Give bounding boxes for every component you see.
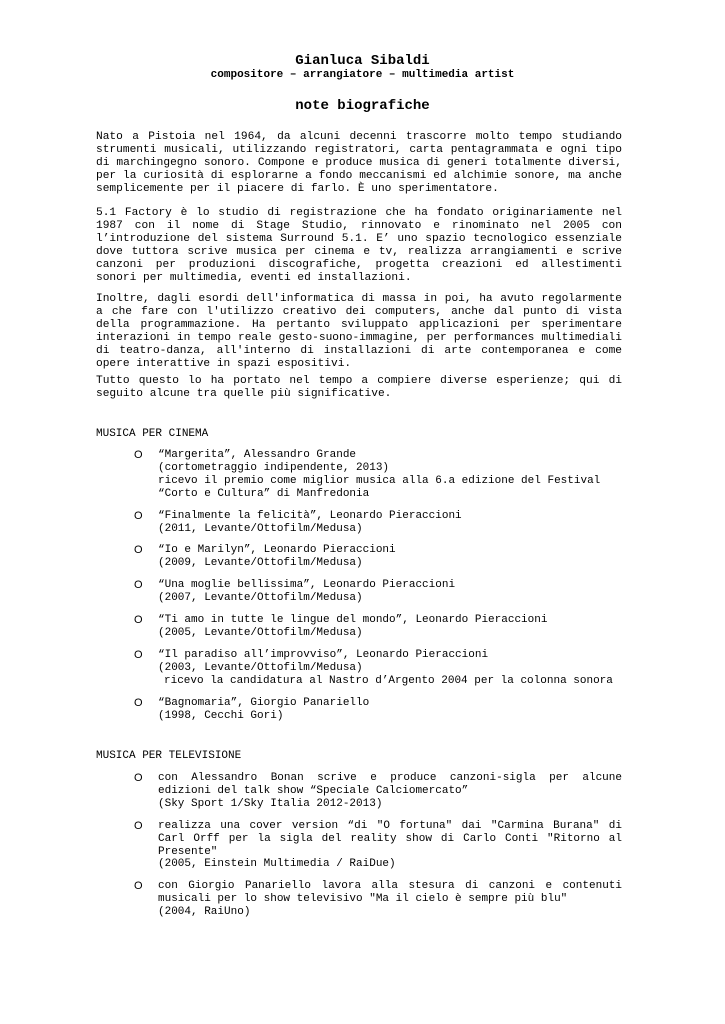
- bullet-icon: O: [134, 772, 143, 784]
- item-description: realizza una cover version “di "O fortuna" dai "Carmina Burana" di Carl Orff per la sigla del reality show di Carlo Conti "Ritorno al Presente": [158, 819, 622, 858]
- item-note: ricevo la candidatura al Nastro d’Argento 2004 per la colonna sonora: [164, 674, 613, 687]
- bullet-icon: O: [134, 614, 143, 627]
- item-credit: (2003, Levante/Ottofilm/Medusa): [158, 661, 363, 674]
- item-description: con Alessandro Bonan scrive e produce canzoni-sigla per alcune edizioni del talk show “Speciale Calciomercato”: [158, 772, 622, 797]
- item-title: “Il paradiso all’improvviso”, Leonardo Pieraccioni: [158, 648, 489, 661]
- list-item: [96, 614, 622, 640]
- item-credit: (2004, RaiUno): [158, 906, 251, 919]
- item-credit: (2005, Einstein Multimedia / RaiDue): [158, 858, 396, 871]
- bio-paragraph-2: 5.1 Factory è lo studio di registrazione che ha fondato originariamente nel 1987 con il nome di Stage Studio, rinnovato e rinominato nel 2005 con l’introduzione del sistema Surround 5.1. E’ uno spazio tecnologico essenziale dove tuttora scrive musica per cinema e tv, realizza arrangiamenti e scrive canzoni per produzioni discografiche, progetta creazioni ed allestimenti sonori per multimedia, eventi ed installazioni.: [96, 207, 622, 284]
- item-title: “Una moglie bellissima”, Leonardo Pieraccioni: [158, 579, 456, 592]
- cinema-list: [96, 449, 622, 731]
- item-credit: (2011, Levante/Ottofilm/Medusa): [158, 522, 363, 535]
- list-item: [96, 820, 622, 872]
- section-heading: note biografiche: [295, 98, 430, 114]
- cinema-section-title: MUSICA PER CINEMA: [96, 428, 209, 440]
- list-item: [96, 510, 622, 536]
- item-title: “Finalmente la felicità”, Leonardo Pieraccioni: [158, 509, 462, 522]
- list-item: [96, 449, 622, 501]
- bullet-icon: O: [134, 696, 143, 709]
- bullet-icon: O: [134, 509, 143, 522]
- list-item: [96, 544, 622, 570]
- item-credit: (cortometraggio indipendente, 2013): [158, 461, 390, 474]
- item-title: “Margerita”, Alessandro Grande: [158, 449, 357, 461]
- bullet-icon: O: [134, 579, 143, 592]
- item-description: con Giorgio Panariello lavora alla stesura di canzoni e contenuti musicali per lo show televisivo "Ma il cielo è sempre più blu": [158, 880, 622, 906]
- bullet-icon: O: [134, 449, 143, 461]
- list-item: [96, 697, 622, 723]
- item-title: “Io e Marilyn”, Leonardo Pieraccioni: [158, 544, 396, 557]
- item-note: ricevo il premio come miglior musica alla 6.a edizione del Festival: [158, 474, 601, 487]
- bullet-icon: O: [134, 880, 143, 893]
- item-title: “Bagnomaria”, Giorgio Panariello: [158, 696, 370, 709]
- television-section-title: MUSICA PER TELEVISIONE: [96, 750, 242, 762]
- bullet-icon: O: [134, 544, 143, 557]
- bullet-icon: O: [134, 819, 143, 832]
- list-item: [96, 772, 622, 811]
- author-roles: compositore – arrangiatore – multimedia artist: [210, 69, 515, 81]
- bio-paragraph-3: Inoltre, dagli esordi dell'informatica di massa in poi, ha avuto regolarmente a che fare con l'utilizzo creativo dei computers, anche dal punto di vista della programmazione. Ha pertanto sviluppato applicazioni per sperimentare interazioni in tempo reale gesto-suono-immagine, per performances multimediali di teatro-danza, all'interno di installazioni di arte contemporanea e come opere interattive in spazi espositivi.: [96, 293, 622, 370]
- list-item: [96, 880, 622, 919]
- author-name: Gianluca Sibaldi: [295, 53, 430, 69]
- television-list: [96, 772, 622, 928]
- bio-paragraph-1: Nato a Pistoia nel 1964, da alcuni decenni trascorre molto tempo studiando strumenti musicali, utilizzando registratori, carta pentagrammata e ogni tipo di marchingegno sonoro. Compone e produce musica di generi totalmente diversi, per la curiosità di esplorarne a fondo meccanismi ed alchimie sonore, ma anche semplicemente per il piacere di farlo. È uno sperimentatore.: [96, 131, 622, 195]
- item-credit: (2007, Levante/Ottofilm/Medusa): [158, 592, 363, 605]
- list-item: [96, 579, 622, 605]
- bio-paragraph-4: Tutto questo lo ha portato nel tempo a compiere diverse esperienze; qui di seguito alcune tra quelle più significative.: [96, 375, 622, 400]
- item-title: “Ti amo in tutte le lingue del mondo”, Leonardo Pieraccioni: [158, 614, 548, 627]
- item-credit: (Sky Sport 1/Sky Italia 2012-2013): [158, 797, 383, 810]
- list-item: [96, 649, 622, 688]
- item-note: “Corto e Cultura” di Manfredonia: [158, 487, 370, 500]
- item-credit: (1998, Cecchi Gori): [158, 709, 284, 722]
- bullet-icon: O: [134, 648, 143, 661]
- item-credit: (2009, Levante/Ottofilm/Medusa): [158, 557, 363, 570]
- item-credit: (2005, Levante/Ottofilm/Medusa): [158, 626, 363, 639]
